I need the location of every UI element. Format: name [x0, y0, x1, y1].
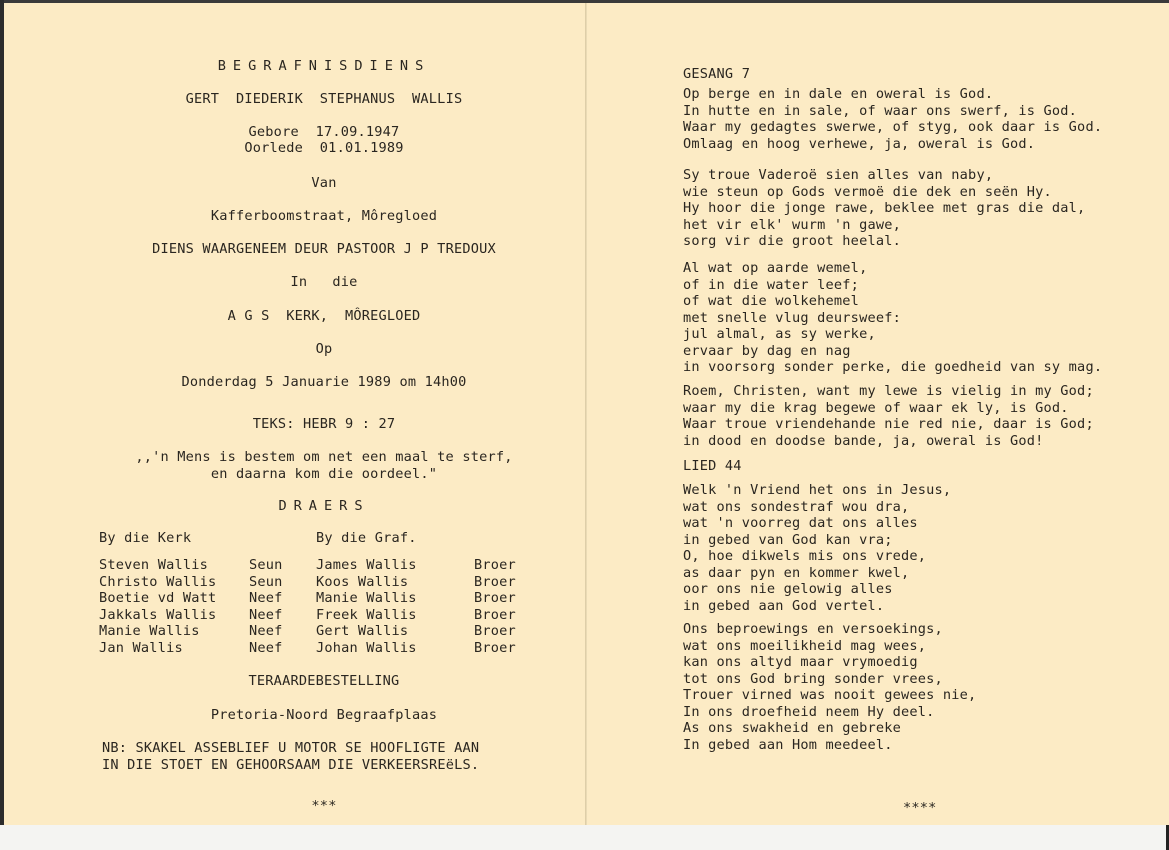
grave-bearer-name: James Wallis	[316, 557, 417, 573]
church-bearer-relation: Neef	[249, 639, 283, 656]
verse-line: tot ons God bring sonder vrees,	[683, 670, 943, 687]
church-bearer-relation: Neef	[249, 606, 283, 623]
verse-line: Omlaag en hoog verhewe, ja, oweral is God.	[683, 135, 1036, 152]
scripture-quote	[64, 449, 584, 482]
document-title: BEGRAFNISDIENS	[217, 58, 431, 74]
verse-line: ervaar by dag en nag	[683, 342, 851, 359]
verse-line: Roem, Christen, want my lewe is vielig in my God;	[683, 383, 1094, 399]
grave-bearer-name: Johan Wallis	[316, 639, 417, 656]
hymn-1-title: GESANG 7	[683, 66, 751, 82]
verse-line: jul almal, as sy werke,	[683, 326, 876, 342]
address: Kafferboomstraat, Môregloed	[210, 208, 438, 224]
bearer-row	[99, 557, 559, 574]
verse-line: kan ons altyd maar vrymoedig	[683, 654, 918, 670]
quote-line-1: ,,'n Mens is bestem om net een maal te sterf,	[135, 449, 513, 465]
note-line-1: NB: SKAKEL ASSEBLIEF U MOTOR SE HOOFLIGTE AAN	[102, 740, 480, 756]
verse-line: Hy hoor die jonge rawe, beklee met gras die dal,	[683, 200, 1086, 216]
verse-line: Al wat op aarde wemel,	[683, 260, 868, 276]
church-bearer-name: Jakkals Wallis	[99, 606, 217, 623]
grave-bearer-relation: Broer	[474, 557, 516, 573]
officiant: DIENS WAARGENEEM DEUR PASTOOR J P TREDOUX	[152, 241, 496, 257]
grave-bearer-name: Gert Wallis	[316, 623, 409, 639]
verse-line: as daar pyn en kommer kwel,	[683, 564, 910, 581]
hymn-2-stanza-2	[683, 621, 976, 753]
verse-line: Op berge en in dale en oweral is God.	[683, 86, 994, 102]
burial-title: TERAARDEBESTELLING	[248, 673, 400, 689]
procession-note	[102, 740, 479, 773]
verse-line: Sy troue Vaderoë sien alles van naby,	[683, 167, 994, 183]
bearer-row	[99, 640, 559, 657]
bearer-row	[99, 607, 559, 624]
page-fold	[585, 3, 587, 825]
birth-date: Gebore 17.09.1947	[248, 124, 400, 140]
hymn-2	[683, 458, 742, 475]
grave-bearer-relation: Broer	[474, 623, 516, 639]
verse-line: In hutte en in sale, of waar ons swerf, is God.	[683, 102, 1078, 119]
verse-line: in dood en doodse bande, ja, oweral is God!	[683, 432, 1044, 449]
note-line-2: IN DIE STOET EN GEHOORSAAM DIE VERKEERSREëLS.	[102, 756, 480, 773]
church-bearer-name: Jan Wallis	[99, 639, 183, 656]
verse-line: in voorsorg sonder perke, die goedheid van sy mag.	[683, 359, 1103, 375]
from-label: Van	[311, 175, 337, 191]
cemetery-name: Pretoria-Noord Begraafplaas	[210, 707, 438, 723]
scan-bottom-margin	[0, 825, 1169, 850]
deceased-name: GERT DIEDERIK STEPHANUS WALLIS	[185, 91, 463, 107]
end-mark: ***	[311, 798, 337, 814]
verse-line: wat ons moeilikheid mag wees,	[683, 637, 927, 654]
verse-line: waar my die krag begewe of waar ek ly, is God.	[683, 399, 1069, 416]
verse-line: Waar troue vriendehande nie red nie, daar is God;	[683, 416, 1094, 432]
quote-line-2: en daarna kom die oordeel."	[210, 465, 438, 482]
hymn-1-stanza-1	[683, 86, 1102, 152]
church-bearer-name: Manie Wallis	[99, 623, 200, 639]
church-bearer-relation: Neef	[249, 590, 283, 606]
verse-line: O, hoe dikwels mis ons vrede,	[683, 548, 927, 564]
verse-line: met snelle vlug deursweef:	[683, 309, 901, 326]
church-bearer-name: Steven Wallis	[99, 557, 208, 573]
verse-line: het vir elk' wurm 'n gawe,	[683, 216, 901, 233]
verse-line: Waar my gedagtes swerwe, of styg, ook daar is God.	[683, 119, 1103, 135]
bearer-row	[99, 574, 559, 591]
verse-line: of in die water leef;	[683, 276, 860, 293]
verse-line: of wat die wolkehemel	[683, 293, 860, 309]
verse-line: wat 'n voorreg dat ons alles	[683, 515, 918, 531]
in-the-label: In die	[290, 274, 358, 290]
verse-line: in gebed van God kan vra;	[683, 531, 893, 548]
grave-bearer-name: Manie Wallis	[316, 590, 417, 606]
death-date: Oorlede 01.01.1989	[244, 140, 404, 156]
end-mark: ****	[903, 800, 937, 816]
church-bearer-name: Christo Wallis	[99, 573, 217, 590]
bearer-row	[99, 623, 559, 640]
bearer-row	[99, 590, 559, 607]
verse-line: in gebed aan God vertel.	[683, 597, 885, 614]
church-bearer-name: Boetie vd Watt	[99, 590, 217, 606]
church-name: A G S KERK, MÔREGLOED	[227, 308, 421, 324]
grave-bearer-name: Koos Wallis	[316, 573, 409, 590]
verse-line: Welk 'n Vriend het ons in Jesus,	[683, 482, 952, 498]
grave-bearer-relation: Broer	[474, 573, 516, 590]
verse-line: In ons droefheid neem Hy deel.	[683, 703, 935, 720]
church-bearer-relation: Seun	[249, 557, 283, 573]
grave-bearer-relation: Broer	[474, 606, 516, 623]
hymn-1-stanza-3	[683, 260, 1102, 376]
verse-line: As ons swakheid en gebreke	[683, 720, 901, 736]
service-date: Donderdag 5 Januarie 1989 om 14h00	[181, 374, 467, 390]
verse-line: sorg vir die groot heelal.	[683, 233, 901, 249]
church-bearer-relation: Neef	[249, 623, 283, 639]
verse-line: wie steun op Gods vermoë die dek en seën Hy.	[683, 183, 1052, 200]
verse-line: oor ons nie gelowig alles	[683, 581, 893, 597]
grave-bearer-relation: Broer	[474, 639, 516, 656]
on-label: Op	[315, 341, 333, 357]
verse-line: In gebed aan Hom meedeel.	[683, 736, 893, 753]
hymn-2-title: LIED 44	[683, 458, 742, 474]
church-bearers-header: By die Kerk	[99, 530, 192, 546]
verse-line: Ons beproewings en versoekings,	[683, 621, 943, 637]
hymn-2-stanza-1	[683, 482, 951, 614]
verse-line: Trouer virned was nooit gewees nie,	[683, 687, 977, 703]
grave-bearers-header: By die Graf.	[316, 530, 417, 546]
verse-line: wat ons sondestraf wou dra,	[683, 498, 910, 515]
church-bearer-relation: Seun	[249, 573, 283, 590]
grave-bearer-relation: Broer	[474, 590, 516, 606]
hymn-1	[683, 66, 750, 83]
hymn-1-stanza-2	[683, 167, 1085, 250]
scripture-reference: TEKS: HEBR 9 : 27	[252, 416, 396, 432]
grave-bearer-name: Freek Wallis	[316, 606, 417, 623]
hymn-1-stanza-4	[683, 383, 1094, 449]
bearers-title: DRAERS	[278, 498, 370, 514]
